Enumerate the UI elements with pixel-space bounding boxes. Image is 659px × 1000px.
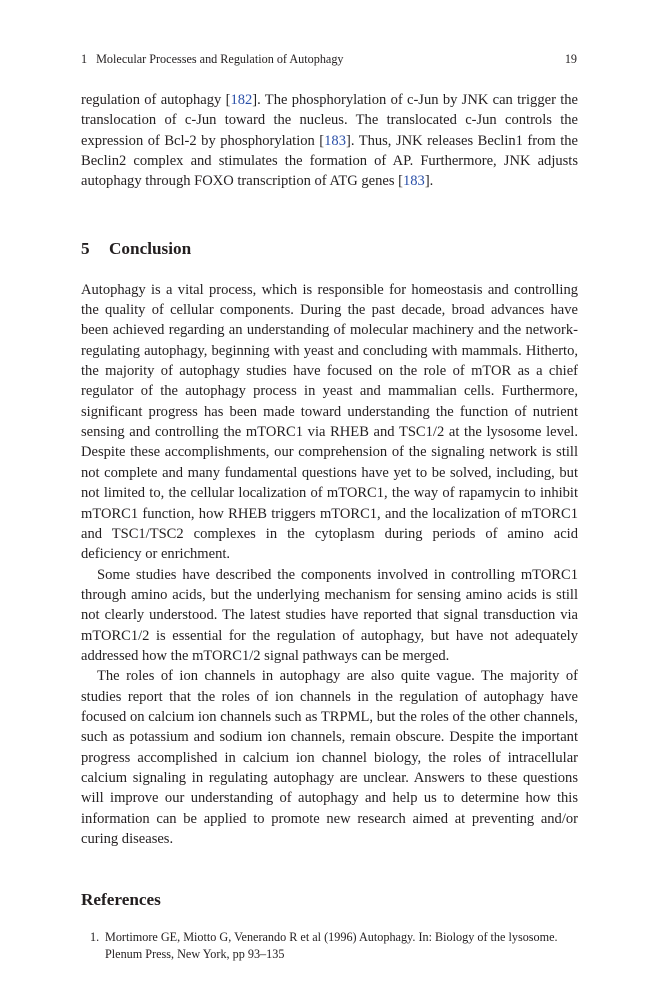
chapter-title: Molecular Processes and Regulation of Autophagy	[96, 52, 344, 66]
conclusion-paragraph-2: Some studies have described the components involved in controlling mTORC1 through amino acids, but the underlying mechanism for sensing amino acids is still not clearly understood. The latest studies have reported that signal transduction via mTORC1/2 is essential for the regulation of autophagy, but have not adequately addressed how the mTORC1/2 signal pathways can be merged.	[81, 566, 578, 664]
intro-paragraph	[81, 90, 578, 192]
intro-text-3: ]. Thus, JNK releases Beclin1 from the Beclin2 complex and stimulates the formation of AP. Furthermore, JNK adjusts autophagy through FOXO transcription of ATG genes [	[81, 132, 578, 190]
references-heading: References	[81, 890, 161, 910]
intro-text-2: ]. The phosphorylation of c-Jun by JNK can trigger the translocation of c-Jun toward the nucleus. The translocated c-Jun controls the expression of Bcl-2 by phosphorylation [	[81, 92, 578, 149]
section-number: 5	[81, 238, 90, 258]
running-head	[81, 50, 577, 68]
reference-text: Mortimore GE, Miotto G, Venerando R et al (1996) Autophagy. In: Biology of the lysosome. Plenum Press, New York, pp 93–135	[105, 930, 558, 962]
reference-number: 1.	[90, 930, 100, 945]
intro-text-1: regulation of autophagy [	[81, 92, 231, 108]
intro-text-4: ].	[424, 173, 434, 190]
conclusion-paragraph-1: Autophagy is a vital process, which is responsible for homeostasis and controlling the quality of cellular components. During the past decade, broad advances have been achieved regarding an understanding of molecular machinery and the network-regulating autophagy, beginning with yeast and concluding with mammals. Hitherto, the majority of autophagy studies have focused on the role of mTOR as a chief regulator of the autophagy process in yeast and mammalian cells. Furthermore, significant progress has been made toward understanding the function of nutrient sensing and controlling the mTORC1 via RHEB and TSC1/2 at the lysosome level. Despite these accomplishments, our comprehension of the signaling network is still not complete and many fundamental questions have yet to be solved, including, but not limited to, the cellular localization of mTORC1, the way of rapamycin to inhibit mTORC1 function, how RHEB triggers mTORC1, and the localization of mTORC1 and TSC1/TSC2 complexes in the cytoplasm during periods of amino acid deficiency or enrichment.	[81, 281, 578, 563]
citation-link-183-second[interactable]: 183	[403, 173, 425, 190]
reference-item	[81, 929, 578, 963]
section-title: Conclusion	[109, 238, 192, 258]
page-number: 19	[564, 52, 577, 66]
chapter-number: 1	[81, 52, 88, 66]
citation-link-183[interactable]: 183	[324, 132, 346, 149]
citation-link-182[interactable]: 182	[230, 92, 253, 108]
page-body	[81, 90, 578, 963]
conclusion-heading	[81, 238, 578, 260]
reference-list	[81, 929, 578, 963]
conclusion-paragraph-3: The roles of ion channels in autophagy are also quite vague. The majority of studies report that the roles of ion channels in the regulation of autophagy have focused on calcium ion channels such as TRPML, but the roles of the other channels, such as potassium and sodium ion channels, remain obscure. Despite the important progress accomplished in calcium ion channel biology, the roles of intracellular calcium signaling in regulating autophagy are unclear. Answers to these questions will improve our understanding of autophagy and help us to determine how this information can be applied to promote new research aimed at preventing and/or curing diseases.	[81, 668, 578, 847]
